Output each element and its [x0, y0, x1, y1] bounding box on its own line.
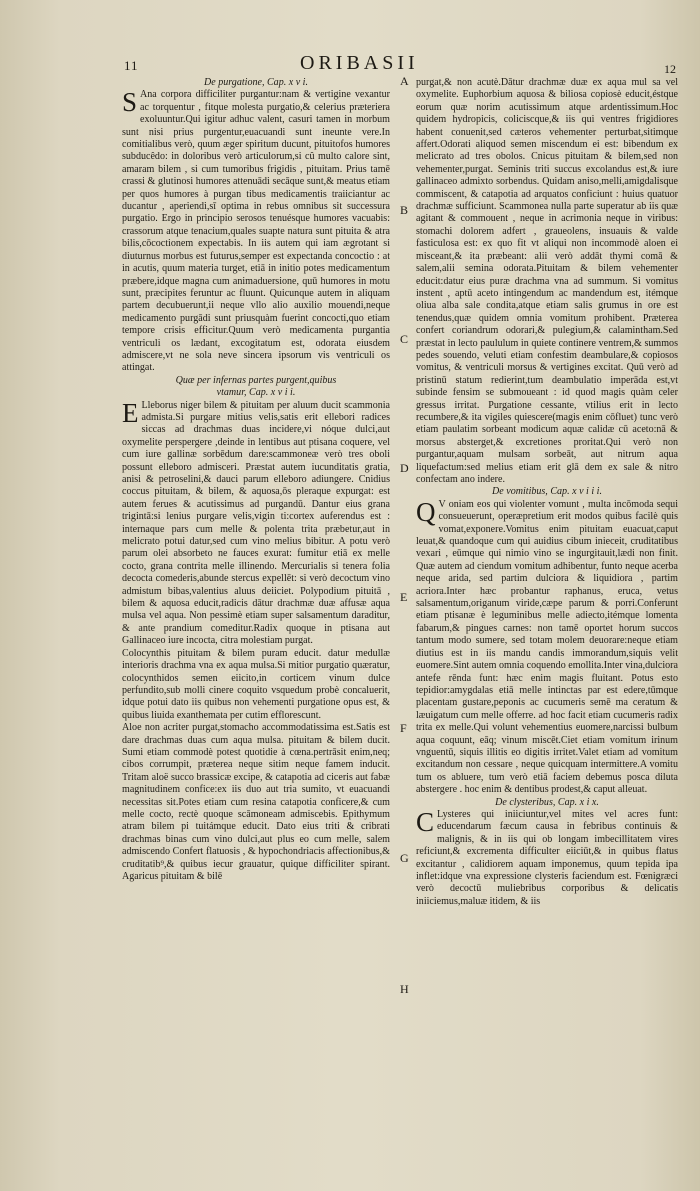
paragraph-text: V oniam eos qui violenter vomunt , multa incōmoda sequi consueuerunt, operæpretium erit modos quibus facilè quis vomat,exponere.Vomitus enim pituitam euacuat,caput leuat,& quandoque cum qui auidius cibum inieceit, cruditatibus vexari , eūmque qui nimio vino se ingurgitauit,lædi non finit. Quæ autem ad ciendum vomitum adhibentur, funto neque acerba neque arida, sed partim dulciora & liquidiora , partim acriora.Inter hæc probantur raphanus, eruca, vetus salsamentum,origanum viride,cæpe parum & porri.Conferunt etiam ptisanæ è leguminibus melle adiecto,itémque lomenta fabarum,& pingues carnes: non tamē oportet horum succos tantum modo sumere, sed totam molem deuorare:neque etiam diutius est in iis mandu candis immorandum,siquis velit euomere.Sint autem omnia coquendo emollita.Inter vina,dulciora antefe rēnda funt: hæc enim magis fluitant. Potus esto tepidior:amygdalas etiā melle intinctas par est edere,tūmque placentam gustare,peponis ac cucumeris semē ma ceratum & læuigatum cum melle offerre. ad hoc facit etiam cucumeris radix trita ex melle.Qui volunt vehementius euomere,narcissi bulbum aqua coquunt, eāq; vinum miscēt.Ciet etiam vomitum irinum vnguentū, siquis illitis eo digitis irritet.Valet etiam ad vomitum excitandum non cessare , neque quicquam intermittere.A vomitu tum os abluere, tum verò etiā faciem debemus posca diluta abstergere . hoc enim & dentibus prodest,& caput alleuat. — [416, 498, 678, 796]
margin-letter-g: G — [400, 851, 409, 865]
paragraph-text: Ana corpora difficiliter purgantur:nam & vertigine vexantur ac torquentur , fitque molesta purgatio,& celerius præteriera exoluuntur.Qui igitur adhuc valent, casuri tamen in morbum sunt nisi prius purgentur,euacuandi sunt ineunte vere.In comitialibus verò, quum æger spiritum ducunt, pituitofos humores subducêdo: in doloribus verò articulorum,si cû multo calore sint, amaram bilem , si cum tumoribus frigidis , pituitam. Prius tamē crassi & glutinosi humores attenuādi secāque sunt,& meatus etiam per quos humores à purgan tibus medicamentis traiiciantur ac ducantur , aperiendi,sī optima in rebus omnibus sit successura purgatio. Ergo in principio serosos tenuésque humores vacuabis: crassorum atque tenacium,quales suapte natura sunt pituita & atra bilis,cōcoctionem expectabis. In iis autem qui iam ægrotant si diuturnus morbus est futurus,semper est expectanda concoctio : at in acutis, quum materia turget, etiā in initio potes medicamentum præbere,idque magna cum animaduersione, quū humores in motu sunt, præcipites feruntur ac fluunt. Quicunque autem in aliquam partem decubuerunt,ii neque vllo alio auxilio mouendi,neque medicamento purgādi sunt priusquàm fuerint concocti,quo etiam tempore crisis efficitur.Quum verò medicamenta purgantia ventriculi os lædant, excogitatum est, odorata eiusdem admiscere,vt ne sola neve sincera ipsorum vis ventriculi os attingat. — [122, 89, 390, 374]
margin-letter-b: B — [400, 203, 409, 217]
margin-letter-a: A — [400, 74, 409, 88]
drop-cap: Q — [416, 496, 436, 527]
margin-letter-d: D — [400, 461, 409, 475]
paragraph-aloe: Aloe non acriter purgat,stomacho accommodatissima est.Satis est dare drachmas duas cum aqua mulsa. pituitam & bilem ducit. Sumi etiam commodè potest quotidie à cœna.pertrāsit enim,neq; cibos corrumpit, præterea neque sitim neque famem inducit. Tritam aloë succo brassicæ excipe, & catapotia ad ciceris aut fabæ magnitudinem confice:ex iis duo aut tria sumito, vt euacuandi necessitas sit.Potes etiam cum resina catapotia conficere,& cum melle cocto, rectè quoque scāmoneam admiscebis. Epithymum atram bilem pi tuitámque educit. Dato eius triti & cribrati drachmas binas cum vino dulci,aut plus eo cum melle, salem admiscendo Confert flatuosis , & hypochondriacis affectionibus,& cruditatib⁹,& quibus iecur grauatur, quique difficiliter spirant. Agaricus pituitam & bilē — [122, 722, 390, 882]
paragraph — [416, 806, 678, 908]
drop-cap: E — [122, 397, 139, 428]
right-column — [416, 77, 678, 908]
margin-letter-f: F — [400, 721, 407, 735]
running-title: ORIBASII — [300, 52, 419, 74]
paragraph — [122, 397, 390, 648]
paragraph — [122, 89, 390, 374]
chapter-heading-18: De vomitibus, Cap. x v i i i. — [492, 486, 602, 498]
paragraph-text: Lleborus niger bilem & pituitam per aluum ducit scammonia admista.Si purgare mitius velis,satis erit ellebori radices siccas ad drachmas duas incidere,vi nóque dulci,aut oxymelite perspergere ,deinde in lentibus aut ptisana coquere, vel cum iure gallinæ sorbēdum dare:scammoneæ verò tres oboli possunt elleboro admisceri. Præstat autem iucunditatis gratia, anisi & petroselini,& dauci parum elleboro adiungere. Cnidius coccus pituitam, & bilem, & aquosa,ōs pleraque expurgat: est autem ferues & acutissimus ad purgandū. Dantur eius grana trigintā:si lenius purgare velis,vigin ti:cortex auferendus est : internaque pars cum melle & polenta trita præbetur,aut in melicrato potui datur,sed cum vino melius bibitur. A potu verò parum olei absorbeto ne fauces exurat: fumitur etiā ex melle cocto, grana contrita melle illinendo. Mercurialis si tenera folia decocta comederis,abunde stercus expellēt: si verò decoctum vino admistum bibas,valentius aluus deiiciet. Polypodium pituitā , bilem & aquosa educit,radicis dātur drachmæ duæ affusæ aqua mulsa vel aqua. Non pessimè etiam super salsamentum daraditur, & ante prandium comeditur.Radix quoque in ptisana aut Gallinaceo iure incocta, citra molestiam purgat. — [122, 399, 390, 647]
margin-letter-h: H — [400, 982, 409, 996]
chapter-heading-19: De clysteribus, Cap. x i x. — [495, 796, 599, 808]
chapter-heading-17-line1: Quæ per infernas partes purgent,quibus — [175, 374, 337, 386]
paragraph: purgat,& non acutè.Dātur drachmæ duæ ex aqua mul sa vel oxymelite. Euphorbium aquosa & biliosa copiosè educit,éstque eorum quæ norim acutissimum atque ardentissimum.Hoc quidem hydropicis, coliciscque,& iis qui ventres frigidiores habent conuenit,sed cæteros vehementer perturbat,sitimque affert.Odorati aliquod semen miscendum ei est: bibendum ex melicrato ad tres obolos. Cnicus pituitam & bilem,sed non vehementer,purgat. Seminis triti succus excolandus est,& iure gallinaceo admixto sorbendus. Quidam aniso,melli,amigdalisque commiscent, & catapotia ad arquatos conficiunt : huius quatuor drachmæ sufficiunt. Scammonea nulla parte superatur ab iis quæ agitant & commouent , neque in acrimonia neque in viribus: stomachi dolorem adfert , graueolens, insuauis & valde fasticulosa est: ex quo fit vt aliqui non incommodè aloen ei misceant,& ita præbeant: alii verò addāt thymi comā & salem,alii semina odorata.Pituitam & bilem vehementer educit:datur eius puræ drachma vna ad summum. Si vomitus instent , aptū aceto intingendum ac mandendum est, itémque oliua alba sale condita,atque etiam salis grumus in ore est tenendus,quæ quidem omnia vomitum prohibent. Præterea confert coriandrum odorari,& pulegium,& calamintham.Sed præstat in lecto paululum in quiete continere ventrem,& summos pedes souendo, veluti etiam confestim deambulare,& copiosos vomitus, & ventriculi morsus & vertigines excitat. Quū verò ad pristinū statum redierint,tum deambulatio imperāda est,vt subinde fensim se submoueant : id quod magis quàm celer gressus irritat. Purgatione cessante, vtilius erit in lecto recumbere,& ita vigiles quiescere(magis enim cōfluet) tunc verò etiam paulatim sorbeant modicum aquæ calidæ cū aceto:nā & morsus absterget,& excretiones proritat.Qui verò non purgantur,aquam mulsam sorbeāt, aut nitrum aqua liquefactum:sed melius etiam erit glā dem ex sale & nitro confectam ano indere. — [416, 77, 678, 485]
margin-letter-e: E — [400, 590, 408, 604]
page-number-left: 11 — [124, 58, 139, 73]
paragraph-text: Lysteres qui iniiciuntur,vel mites vel acres funt: educendarum fæcum causa in febribus continuis & malignis, & in iis qui ob longam imbecillitatem vires reficiunt,& excrementa difficulter eiiciūt,& in quibus flatus excitantur , calidiorem aquam imponemus, quum tepida ipa inflet:idque vna expressione clysteris faciendum est. Fœnigræci verò decoctū muliebribus corporibus & delicatis iniiciemus,maluæ itidem, & iis — [416, 808, 678, 907]
chapter-heading-16: De purgatione, Cap. x v i. — [204, 77, 308, 88]
margin-letter-c: C — [400, 332, 409, 346]
paragraph — [416, 496, 678, 797]
left-column — [122, 77, 390, 883]
paragraph-colocynthis: Colocynthis pituitam & bilem puram educit. datur medullæ interioris drachma vna ex aqua mulsa.Si mitior purgatio quæratur, colocynthidos semen eiicito,in corticem vinum dulce perfundito,sub molli cinere coquito vsquedum probè concaluerit, idque potui dato iis quibus non vehementi purgatione opus est, & quibus liuida exanthemata per cutim efflorescunt. — [122, 647, 390, 721]
page-number-right: 12 — [664, 62, 676, 76]
drop-cap: C — [416, 806, 435, 837]
drop-cap: S — [122, 87, 138, 118]
chapter-heading-17-line2: vtamur, Cap. x v i i. — [216, 387, 296, 399]
